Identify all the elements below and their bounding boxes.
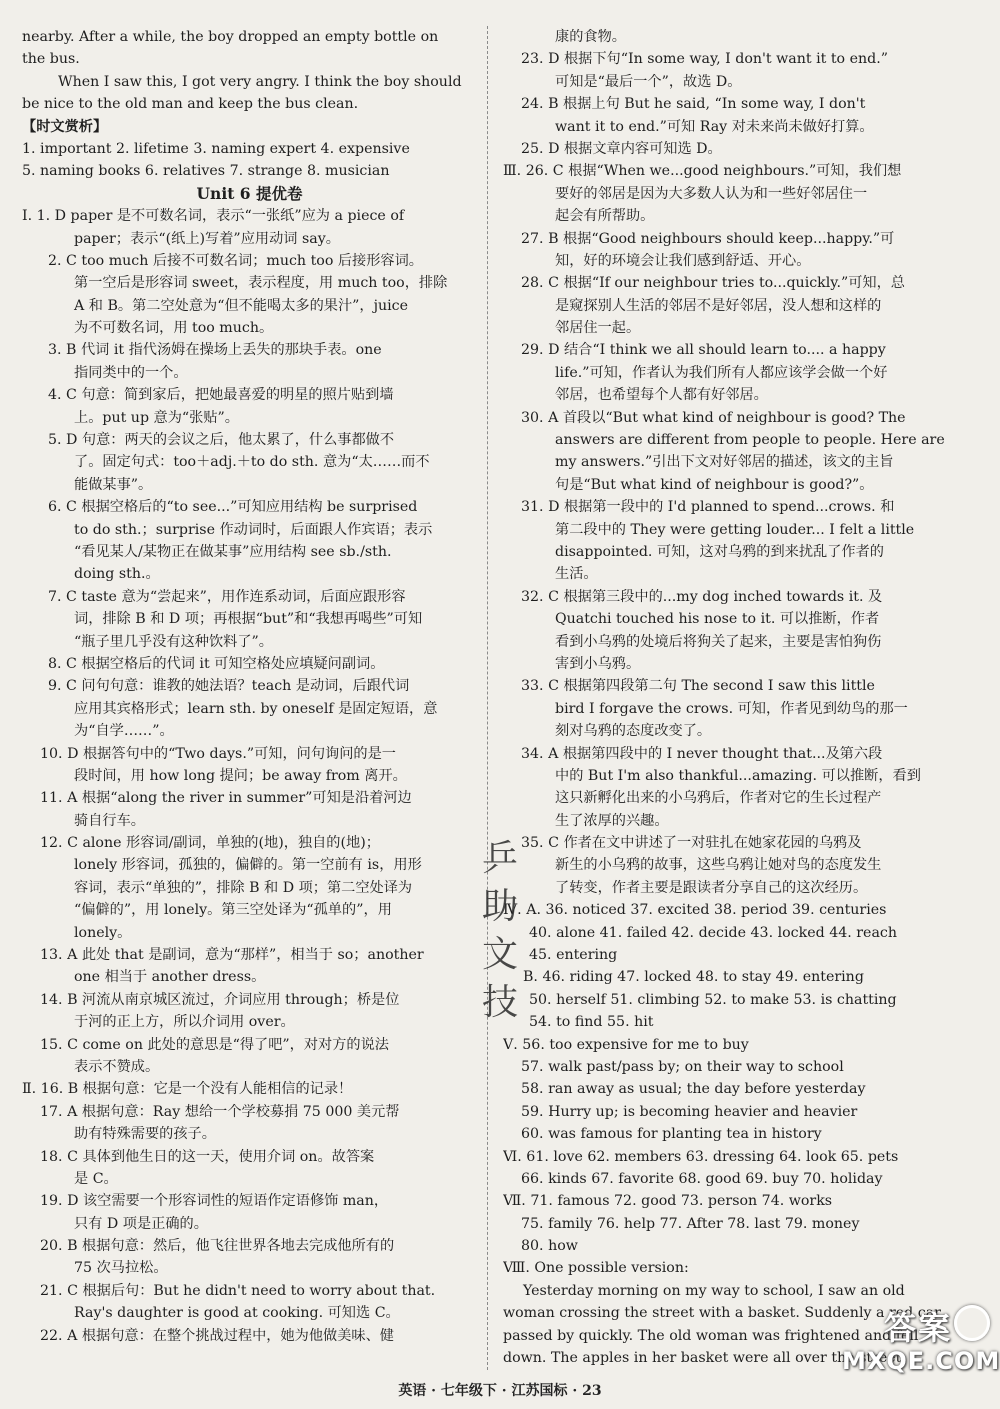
text-line: lonely 形容词，孤独的，偏僻的。第一空前有 is，用形	[74, 857, 422, 874]
text-line: 45. entering	[529, 947, 618, 964]
text-line: 2. C too much 后接不可数名词；much too 后接形容词。	[48, 252, 423, 269]
text-line: 上。put up 意为“张贴”。	[74, 409, 239, 426]
text-line: “瓶子里几乎没有这种饮料了”。	[74, 633, 273, 650]
text-line: doing sth.。	[74, 566, 160, 583]
text-line: 22. A 根据句意：在整个挑战过程中，她为他做美味、健	[40, 1327, 394, 1344]
text-line: 害到小乌鸦。	[555, 655, 641, 672]
text-line: 4. C 句意：简到家后，把她最喜爱的明星的照片贴到墙	[48, 387, 394, 404]
text-line: want it to end.”可知 Ray 对未来尚未做好打算。	[555, 118, 874, 135]
site-watermark	[842, 1303, 1000, 1381]
text-line: 邻居，也希望每个人都有好邻居。	[555, 387, 768, 404]
text-line: woman crossing the street with a basket. Suddenly a red car	[503, 1305, 941, 1322]
text-line: 14. B 河流从南京城区流过，介词应用 through；桥是位	[40, 991, 400, 1008]
text-line: 3. B 代词 it 指代汤姆在操场上丢失的那块手表。one	[48, 342, 382, 359]
text-line: to do sth.；surprise 作动词时，后面跟人作宾语；表示	[74, 521, 433, 538]
text-line: A 和 B。第二空处意为“但不能喝太多的果汁”，juice	[74, 297, 408, 314]
text-line: one 相当于 another dress。	[74, 969, 266, 986]
text-line: 54. to find 55. hit	[529, 1014, 654, 1031]
text-line: 58. ran away as usual; the day before yesterday	[521, 1081, 866, 1098]
text-line: 13. A 此处 that 是副词，意为“那样”，相当于 so；another	[40, 947, 424, 964]
text-line: 句是“But what kind of neighbour is good?”。	[555, 476, 874, 493]
text-line: Ⅵ. 61. love 62. members 63. dressing 64. look 65. pets	[503, 1148, 899, 1165]
text-line: 表示不赞成。	[74, 1058, 160, 1075]
text-line: 为“自学……”。	[74, 723, 174, 740]
text-line: Ⅳ. A. 36. noticed 37. excited 38. period 39. centuries	[503, 902, 887, 919]
text-line: Yesterday morning on my way to school, I saw an old	[523, 1282, 905, 1299]
text-line: 5. D 句意：两天的会议之后，他太累了，什么事都做不	[48, 432, 395, 449]
handwritten-char: 文	[481, 934, 518, 975]
text-line: 9. C 问句句意：谁教的她法语？teach 是动词，后跟代词	[48, 678, 410, 695]
text-line: 7. C taste 意为“尝起来”，用作连系动词，后面应跟形容	[48, 588, 406, 605]
text-line: 21. C 根据后句：But he didn't need to worry about that.	[40, 1282, 436, 1299]
text-line: 10. D 根据答句中的“Two days.”可知，问句询问的是一	[40, 745, 396, 762]
text-line: 40. alone 41. failed 42. decide 43. locked 44. reach	[529, 924, 897, 941]
text-line: the bus.	[22, 51, 80, 68]
text-line: B. 46. riding 47. locked 48. to stay 49. entering	[523, 969, 864, 986]
text-line: 骑自行车。	[74, 812, 145, 829]
text-line: 是窥探别人生活的邻居不是好邻居，没人想和这样的	[555, 297, 882, 314]
text-line: 57. walk past/pass by; on their way to school	[521, 1058, 844, 1075]
text-line: 20. B 根据句意：然后，他飞往世界各地去完成他所有的	[40, 1238, 395, 1255]
text-line: “看见某人/某物正在做某事”应用结构 see sb./sth.	[74, 543, 392, 560]
text-line: 33. C 根据第四段第二句 The second I saw this little	[521, 678, 875, 695]
text-line: 为不可数名词，用 too much。	[74, 320, 274, 337]
text-line: 8. C 根据空格后的代词 it 可知空格处应填疑问副词。	[48, 655, 385, 672]
text-line: 了转变，作者主要是跟读者分享自己的这次经历。	[555, 879, 868, 896]
text-line: 可知是“最后一个”，故选 D。	[555, 73, 742, 90]
text-line: 30. A 首段以“But what kind of neighbour is good? The	[521, 409, 906, 426]
text-line: 5. naming books 6. relatives 7. strange 8. musician	[22, 163, 390, 180]
text-line: 生了浓厚的兴趣。	[555, 812, 669, 829]
text-line: 起会有所帮助。	[555, 208, 655, 225]
text-line: Ⅴ. 56. too expensive for me to buy	[503, 1036, 749, 1053]
text-line: 于河的正上方，所以介词用 over。	[74, 1014, 295, 1031]
text-line: 50. herself 51. climbing 52. to make 53. is chatting	[529, 991, 897, 1008]
text-line: Ⅱ. 16. B 根据句意：它是一个没有人能相信的记录！	[22, 1081, 353, 1098]
text-line: 32. C 根据第三段中的...my dog inched towards it. 及	[521, 588, 883, 605]
left-column	[22, 26, 477, 1347]
section-title: Unit 6 提优卷	[196, 183, 303, 203]
column-divider	[487, 26, 488, 1370]
text-line: 23. D 根据下句“In some way, I don't want it to end.”	[521, 51, 888, 68]
text-line: bird I forgave the crows. 可知，作者见到幼鸟的那一	[555, 700, 908, 717]
text-line: 80. how	[521, 1238, 578, 1255]
text-line: 只有 D 项是正确的。	[74, 1215, 208, 1232]
text-line: 看到小乌鸦的处境后将狗关了起来，主要是害怕狗伤	[555, 633, 882, 650]
text-line: 75 次马拉松。	[74, 1260, 168, 1277]
handwritten-char: 技	[481, 982, 518, 1023]
text-line: 第二段中的 They were getting louder... I felt a little	[555, 521, 915, 538]
text-line: passed by quickly. The old woman was frightened and fell	[503, 1327, 919, 1344]
text-line: 35. C 作者在文中讲述了一对驻扎在她家花园的乌鸦及	[521, 835, 862, 852]
text-line: When I saw this, I got very angry. I think the boy should	[58, 73, 462, 90]
text-line: 要好的邻居是因为大多数人认为和一些好邻居住一	[555, 185, 868, 202]
text-line: disappointed. 可知，这对乌鸦的到来扰乱了作者的	[555, 543, 884, 560]
text-line: 指同类中的一个。	[74, 364, 188, 381]
text-line: 66. kinds 67. favorite 68. good 69. buy 70. holiday	[521, 1170, 883, 1187]
watermark-bottom-text: MXQE.COM	[842, 1347, 1000, 1375]
text-line: answers are different from people to people. Here are	[555, 432, 945, 449]
text-line: 是 C。	[74, 1170, 118, 1187]
text-line: 12. C alone 形容词/副词，单独的(地)，独自的(地)；	[40, 835, 380, 852]
text-line: 邻居住一起。	[555, 320, 641, 337]
text-line: 18. C 具体到他生日的这一天，使用介词 on。故答案	[40, 1148, 375, 1165]
text-line: Ⅲ. 26. C 根据“When we...good neighbours.”可知，我们想	[503, 163, 902, 180]
text-line: 知，好的环境会让我们感到舒适、开心。	[555, 252, 811, 269]
text-line: 34. A 根据第四段中的 I never thought that...及第六段	[521, 745, 883, 762]
text-line: 11. A 根据“along the river in summer”可知是沿着河边	[40, 790, 412, 807]
text-line: Quatchi touched his nose to it. 可以推断，作者	[555, 611, 880, 628]
text-line: 词，排除 B 和 D 项；再根据“but”和“我想再喝些”可知	[74, 611, 423, 628]
handwritten-char: 乒	[481, 838, 518, 879]
text-line: 应用其宾格形式；learn sth. by oneself 是固定短语，意	[74, 700, 438, 717]
text-line: 1. important 2. lifetime 3. naming expert 4. expensive	[22, 140, 410, 157]
handwritten-mark	[472, 835, 528, 1027]
text-line: 59. Hurry up; is becoming heavier and heavier	[521, 1103, 858, 1120]
watermark-logo-icon	[954, 1305, 990, 1341]
text-line: “偏僻的”，用 lonely。第三空处译为“孤单的”，用	[74, 902, 392, 919]
text-line: 15. C come on 此处的意思是“得了吧”，对对方的说法	[40, 1036, 389, 1053]
text-line: 了。固定句式：too＋adj.＋to do sth. 意为“太……而不	[74, 454, 430, 471]
watermark-top-text: 答案	[884, 1309, 953, 1347]
text-line: Ray's daughter is good at cooking. 可知选 C。	[74, 1305, 400, 1322]
text-line: paper；表示“(纸上)写着”应用动词 say。	[74, 230, 340, 247]
text-line: down. The apples in her basket were all over the street.	[503, 1350, 906, 1367]
text-line: my answers.”引出下文对好邻居的描述，该文的主旨	[555, 454, 894, 471]
text-line: 第一空后是形容词 sweet，表示程度，用 much too，排除	[74, 275, 448, 292]
page-footer: 英语 · 七年级下 · 江苏国标 · 23	[398, 1383, 602, 1399]
text-line: 康的食物。	[555, 29, 626, 45]
right-column	[503, 26, 953, 1369]
text-line: be nice to the old man and keep the bus clean.	[22, 96, 359, 113]
text-line: 27. B 根据“Good neighbours should keep...happy.”可	[521, 230, 895, 247]
text-line: 段时间，用 how long 提问；be away from 离开。	[74, 767, 407, 784]
text-line: Ⅶ. 71. famous 72. good 73. person 74. works	[503, 1193, 833, 1210]
text-line: 容词，表示“单独的”，排除 B 和 D 项；第二空处译为	[74, 879, 413, 896]
text-line: 19. D 该空需要一个形容词性的短语作定语修饰 man，	[40, 1193, 389, 1210]
text-line: 助有特殊需要的孩子。	[74, 1126, 216, 1143]
text-line: 28. C 根据“If our neighbour tries to...quickly.”可知，总	[521, 275, 905, 292]
text-line: 新生的小乌鸦的故事，这些乌鸦让她对鸟的态度发生	[555, 857, 882, 874]
text-line: 中的 But I'm also thankful...amazing. 可以推断，看到	[555, 767, 921, 784]
text-line: lonely。	[74, 924, 132, 941]
text-line: 17. A 根据句意：Ray 想给一个学校募捐 75 000 美元帮	[40, 1103, 400, 1120]
text-line: 生活。	[555, 566, 598, 583]
text-line: 6. C 根据空格后的“to see...”可知应用结构 be surprised	[48, 499, 418, 516]
text-line: 这只新孵化出来的小乌鸦后，作者对它的生长过程产	[555, 790, 882, 807]
text-line: 刻对乌鸦的态度改变了。	[555, 723, 712, 740]
text-line: 24. B 根据上句 But he said, “In some way, I don't	[521, 96, 866, 113]
text-line: 31. D 根据第一段中的 I'd planned to spend...crows. 和	[521, 499, 895, 516]
text-line: nearby. After a while, the boy dropped an empty bottle on	[22, 29, 439, 45]
section-heading: 【时文赏析】	[22, 118, 108, 135]
text-line: 能做某事”。	[74, 476, 153, 493]
handwritten-char: 助	[481, 886, 518, 927]
text-line: 29. D 结合“I think we all should learn to.... a happy	[521, 342, 886, 359]
text-line: 60. was famous for planting tea in history	[521, 1126, 822, 1143]
text-line: 25. D 根据文章内容可知选 D。	[521, 140, 722, 157]
text-line: life.”可知，作者认为我们所有人都应该学会做一个好	[555, 364, 888, 381]
text-line: 75. family 76. help 77. After 78. last 79. money	[521, 1215, 860, 1232]
text-line: Ⅰ. 1. D paper 是不可数名词，表示“一张纸”应为 a piece of	[22, 208, 405, 225]
text-line: Ⅷ. One possible version:	[503, 1260, 689, 1277]
